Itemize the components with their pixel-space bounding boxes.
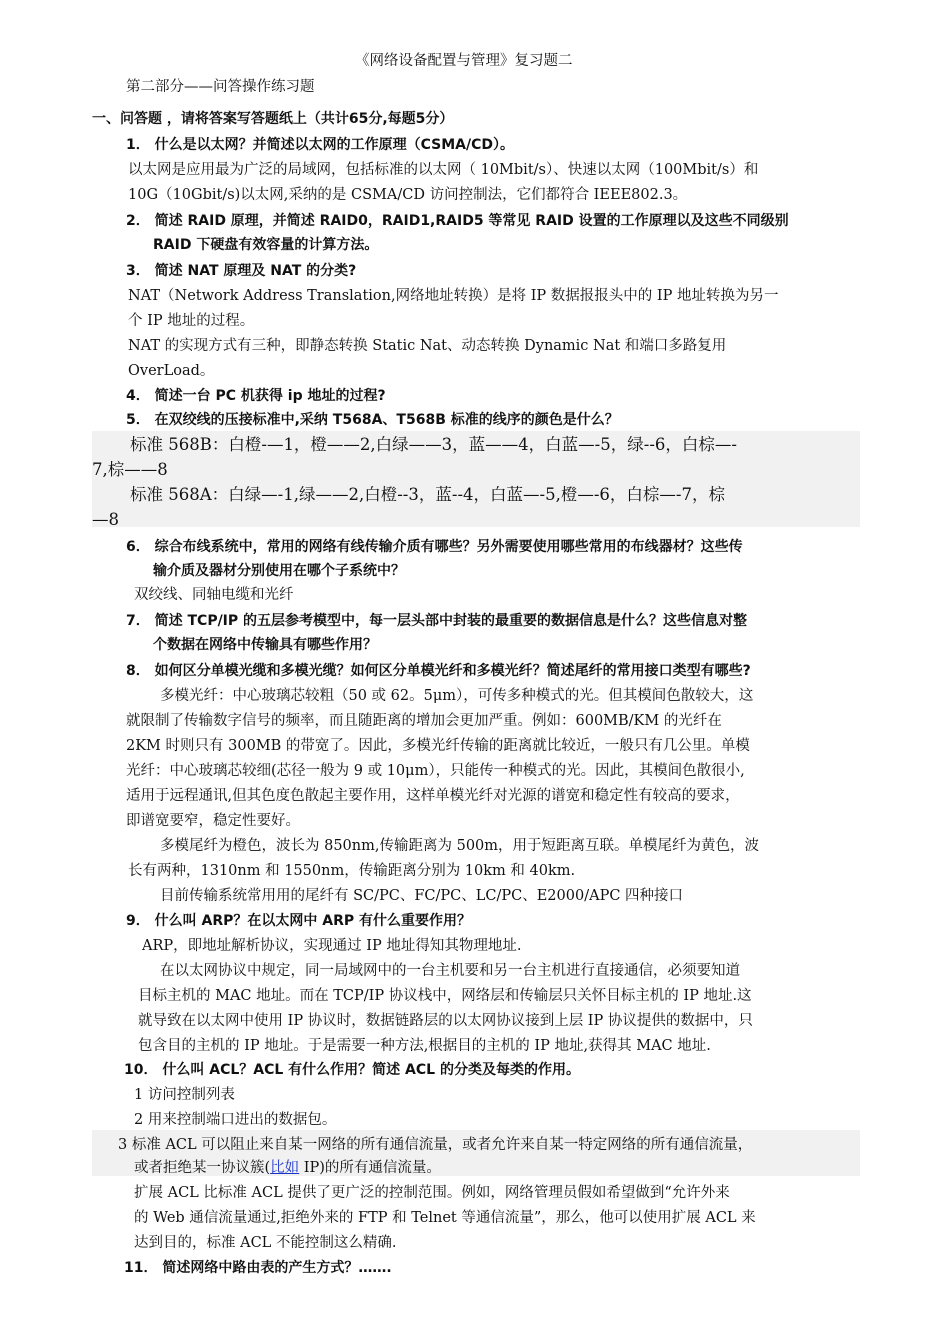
answer-5-line-1: 标准 568B：白橙-—1，橙——2,白绿——3，蓝——4，白蓝—-5，绿--6，白棕—- bbox=[130, 435, 737, 454]
answer-1-line-1: 以太网是应用最为广泛的局域网，包括标准的以太网（ 10Mbit/s）、快速以太网（100Mbit/s）和 bbox=[128, 162, 759, 178]
answer-8-line-9: 目前传输系统常用用的尾纤有 SC/PC、FC/PC、LC/PC、E2000/APC 四种接口 bbox=[160, 888, 684, 904]
answer-8-line-5: 适用于远程通讯,但其色度色散起主要作用，这样单模光纤对光源的谱宽和稳定性有较高的要求， bbox=[126, 788, 740, 804]
question-7-line-1: 7． 简述 TCP/IP 的五层参考模型中，每一层头部中封装的最重要的数据信息是什么？这些信息对整 bbox=[126, 613, 748, 629]
answer-8-line-3: 2KM 时则只有 300MB 的带宽了。因此，多模光纤传输的距离就比较近，一般只有几公里。单模 bbox=[126, 738, 750, 754]
answer-9-line-4: 就导致在以太网中使用 IP 协议时，数据链路层的以太网协议接到上层 IP 协议提供的数据中，只 bbox=[138, 1013, 753, 1029]
question-6-line-1: 6． 综合布线系统中，常用的网络有线传输介质有哪些？另外需要使用哪些常用的布线器材？这些传 bbox=[126, 539, 743, 555]
question-1: 1． 什么是以太网？并简述以太网的工作原理（CSMA/CD）。 bbox=[126, 137, 515, 153]
question-6-line-2: 输介质及器材分别使用在哪个子系统中？ bbox=[153, 563, 405, 579]
example-link[interactable]: 比如 bbox=[270, 1160, 300, 1176]
answer-6: 双绞线、同轴电缆和光纤 bbox=[134, 587, 294, 603]
answer-8-line-4: 光纤：中心玻璃芯较细(芯径一般为 9 或 10μm），只能传一种模式的光。因此，其模间色散很小, bbox=[126, 763, 745, 779]
answer-9-line-1: ARP，即地址解析协议，实现通过 IP 地址得知其物理地址. bbox=[142, 938, 522, 954]
answer-8-line-1: 多模光纤：中心玻璃芯较粗（50 或 62。5μm），可传多种模式的光。但其模间色散较大，这 bbox=[160, 688, 754, 704]
question-4: 4． 简述一台 PC 机获得 ip 地址的过程? bbox=[126, 388, 386, 404]
answer-5-line-3: 标准 568A：白绿—-1,绿——2,白橙--3，蓝--4，白蓝—-5,橙—-6，白棕—-7，棕 bbox=[130, 485, 725, 504]
document-title: 《网络设备配置与管理》复习题二 bbox=[355, 53, 573, 69]
answer-8-line-6: 即谱宽要窄，稳定性要好。 bbox=[126, 813, 300, 829]
answer-10-line-6: 的 Web 通信流量通过,拒绝外来的 FTP 和 Telnet 等通信流量”，那么，他可以使用扩展 ACL 来 bbox=[134, 1210, 756, 1226]
answer-9-line-2: 在以太网协议中规定，同一局域网中的一台主机要和另一台主机进行直接通信，必须要知道 bbox=[160, 963, 740, 979]
answer-5-line-2: 7,棕——8 bbox=[92, 460, 168, 479]
question-9: 9． 什么叫 ARP？在以太网中 ARP 有什么重要作用？ bbox=[126, 913, 471, 929]
answer-10-line-3: 3 标准 ACL 可以阻止来自某一网络的所有通信流量，或者允许来自某一特定网络的所有通信流量， bbox=[118, 1137, 753, 1153]
answer-3-line-2: 个 IP 地址的过程。 bbox=[128, 313, 255, 329]
answer-3-line-3: NAT 的实现方式有三种，即静态转换 Static Nat、动态转换 Dynamic Nat 和端口多路复用 bbox=[128, 338, 727, 354]
question-10: 10． 什么叫 ACL？ACL 有什么作用？简述 ACL 的分类及每类的作用。 bbox=[124, 1062, 580, 1078]
answer-5-line-4: —8 bbox=[92, 510, 119, 529]
answer-8-line-8: 长有两种，1310nm 和 1550nm，传输距离分别为 10km 和 40km. bbox=[128, 863, 576, 879]
answer-9-line-3: 目标主机的 MAC 地址。而在 TCP/IP 协议栈中，网络层和传输层只关怀目标主机的 IP 地址.这 bbox=[138, 988, 752, 1004]
answer-1-line-2: 10G（10Gbit/s)以太网,采纳的是 CSMA/CD 访问控制法，它们都符合 IEEE802.3。 bbox=[128, 187, 688, 203]
answer-10-line-7: 达到目的，标准 ACL 不能控制这么精确. bbox=[134, 1235, 397, 1251]
answer-9-line-5: 包含目的主机的 IP 地址。于是需要一种方法,根据目的主机的 IP 地址,获得其 MAC 地址. bbox=[138, 1038, 711, 1054]
answer-3-line-4: OverLoad。 bbox=[128, 363, 215, 379]
answer-3-line-1: NAT（Network Address Translation,网络地址转换）是将 IP 数据报报头中的 IP 地址转换为另一 bbox=[128, 288, 779, 304]
answer-10-line-4-pre: 或者拒绝某一协议簇( bbox=[134, 1160, 271, 1176]
question-5: 5． 在双绞线的压接标准中,采纳 T568A、T568B 标准的线序的颜色是什么？ bbox=[126, 412, 619, 428]
part-heading: 第二部分——问答操作练习题 bbox=[126, 79, 315, 95]
section-heading: 一、问答题 ，请将答案写答题纸上（共计65分,每题5分） bbox=[92, 111, 454, 127]
answer-8-line-7: 多模尾纤为橙色，波长为 850nm,传输距离为 500m，用于短距离互联。单模尾纤为黄色，波 bbox=[160, 838, 760, 854]
question-8: 8． 如何区分单模光缆和多模光缆？如何区分单模光纤和多模光纤？简述尾纤的常用接口类型有哪些? bbox=[126, 663, 751, 679]
question-2-line-2: RAID 下硬盘有效容量的计算方法。 bbox=[153, 237, 379, 253]
answer-10-line-1: 1 访问控制列表 bbox=[134, 1087, 235, 1103]
answer-8-line-2: 就限制了传输数字信号的频率，而且随距离的增加会更加严重。例如：600MB/KM 的光纤在 bbox=[126, 713, 722, 729]
answer-10-line-2: 2 用来控制端口进出的数据包。 bbox=[134, 1112, 337, 1128]
question-2-line-1: 2． 简述 RAID 原理，并简述 RAID0，RAID1,RAID5 等常见 RAID 设置的工作原理以及这些不同级别 bbox=[126, 213, 789, 229]
answer-10-line-4-post: IP)的所有通信流量。 bbox=[299, 1160, 441, 1176]
answer-10-line-5: 扩展 ACL 比标准 ACL 提供了更广泛的控制范围。例如，网络管理员假如希望做到“允许外来 bbox=[134, 1185, 730, 1201]
answer-10-line-4 bbox=[134, 1157, 441, 1179]
question-7-line-2: 个数据在网络中传输具有哪些作用？ bbox=[153, 637, 377, 653]
question-3: 3． 简述 NAT 原理及 NAT 的分类? bbox=[126, 263, 357, 279]
question-11: 11． 简述网络中路由表的产生方式？……. bbox=[124, 1260, 392, 1276]
